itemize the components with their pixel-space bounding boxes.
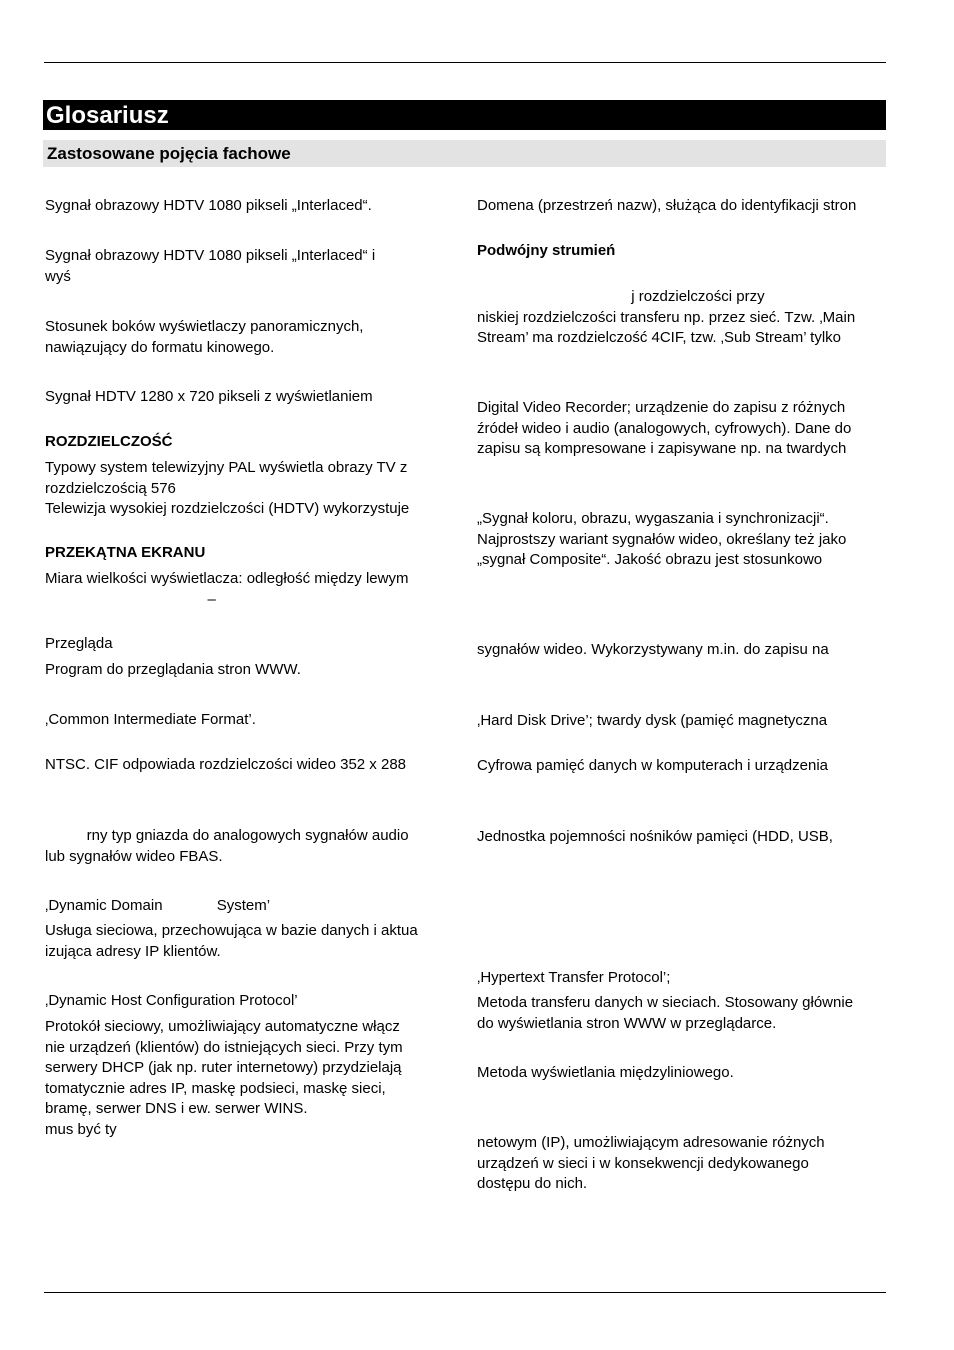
glossary-text: sygnałów wideo. Wykorzystywany m.in. do zapisu na — [477, 641, 829, 658]
glossary-text: Usługa sieciowa, przechowująca w bazie danych i aktua izująca adresy IP klientów. — [45, 922, 418, 960]
glossary-text: Domena (przestrzeń nazw), służąca do identyfikacji stron — [477, 197, 857, 214]
glossary-text: NTSC. CIF odpowiada rozdzielczości wideo 352 x 288 — [45, 756, 407, 773]
glossary-text: j rozdzielczości przy niskiej rozdzielczości transferu np. przez sieć. Tzw. ‚Main Stream’ ma rozdzielczość 4CIF, tzw. ‚Sub Stream’ tylko — [477, 288, 856, 346]
section-subtitle: Zastosowane pojęcia fachowe — [47, 144, 291, 163]
glossary-text: rny typ gniazda do analogowych sygnałów audio lub sygnałów wideo FBAS. — [45, 827, 409, 865]
glossary-text: Jednostka pojemności nośników pamięci (HDD, USB, — [477, 828, 833, 845]
glossary-text: ‚Hard Disk Drive’; twardy dysk (pamięć magnetyczna — [477, 712, 828, 729]
glossary-text: Sygnał HDTV 1280 x 720 pikseli z wyświetlaniem — [45, 388, 373, 405]
right-column — [477, 0, 882, 1350]
glossary-heading: Podwójny strumień — [477, 242, 616, 259]
glossary-text: Sygnał obrazowy HDTV 1080 pikseli „Interlaced“. — [45, 197, 372, 214]
glossary-heading: PRZEKĄTNA EKRANU — [45, 544, 206, 561]
glossary-text: „Sygnał koloru, obrazu, wygaszania i synchronizacji“. Najprostszy wariant sygnałów wideo, określany też jako „sygnał Composite“. Jakość obrazu jest stosunkowo — [477, 510, 847, 568]
glossary-text: Digital Video Recorder; urządzenie do zapisu z różnych źródeł wideo i audio (analogowych, cyfrowych). Dane do zapisu są kompresowane i zapisywane np. na twardych — [477, 399, 852, 457]
glossary-text: Sygnał obrazowy HDTV 1080 pikseli „Interlaced“ i wyś — [45, 247, 376, 285]
glossary-text: Cyfrowa pamięć danych w komputerach i urządzenia — [477, 757, 828, 774]
glossary-text: Program do przeglądania stron WWW. — [45, 661, 301, 678]
glossary-text: ‚Dynamic Host Configuration Protocol’ — [45, 992, 298, 1009]
glossary-text: netowym (IP), umożliwiającym adresowanie różnych urządzeń w sieci i w konsekwencji dedykowanego dostępu do nich. — [477, 1134, 825, 1192]
page-title: Glosariusz — [46, 102, 169, 129]
glossary-text: Protokół sieciowy, umożliwiający automatyczne włącz nie urządzeń (klientów) do istniejących sieci. Przy tym serwery DHCP (jak np. ruter internetowy) przydzielają tomatycznie adres IP, maskę podsieci, maskę sieci, bramę, serwer DNS i ew. serwer WINS. mus być ty — [45, 1018, 403, 1138]
bottom-rule — [44, 1292, 886, 1293]
glossary-text: Miara wielkości wyświetlacza: odległość między lewym – — [45, 570, 409, 608]
glossary-heading: ROZDZIELCZOŚĆ — [45, 433, 173, 450]
glossary-text: ‚Dynamic Domain System’ — [45, 897, 271, 914]
glossary-text: Metoda transferu danych w sieciach. Stosowany głównie do wyświetlania stron WWW w przeglądarce. — [477, 994, 854, 1032]
glossary-text: ‚Common Intermediate Format’. — [45, 711, 256, 728]
glossary-text: Przegląda — [45, 635, 113, 652]
left-column — [45, 0, 450, 1350]
glossary-text: Typowy system telewizyjny PAL wyświetla obrazy TV z rozdzielczością 576 Telewizja wysokiej rozdzielczości (HDTV) wykorzystuje — [45, 459, 410, 517]
glossary-text: Stosunek boków wyświetlaczy panoramicznych, nawiązujący do formatu kinowego. — [45, 318, 364, 356]
glossary-text: Metoda wyświetlania międzyliniowego. — [477, 1064, 734, 1081]
glossary-text: ‚Hypertext Transfer Protocol’; — [477, 969, 671, 986]
